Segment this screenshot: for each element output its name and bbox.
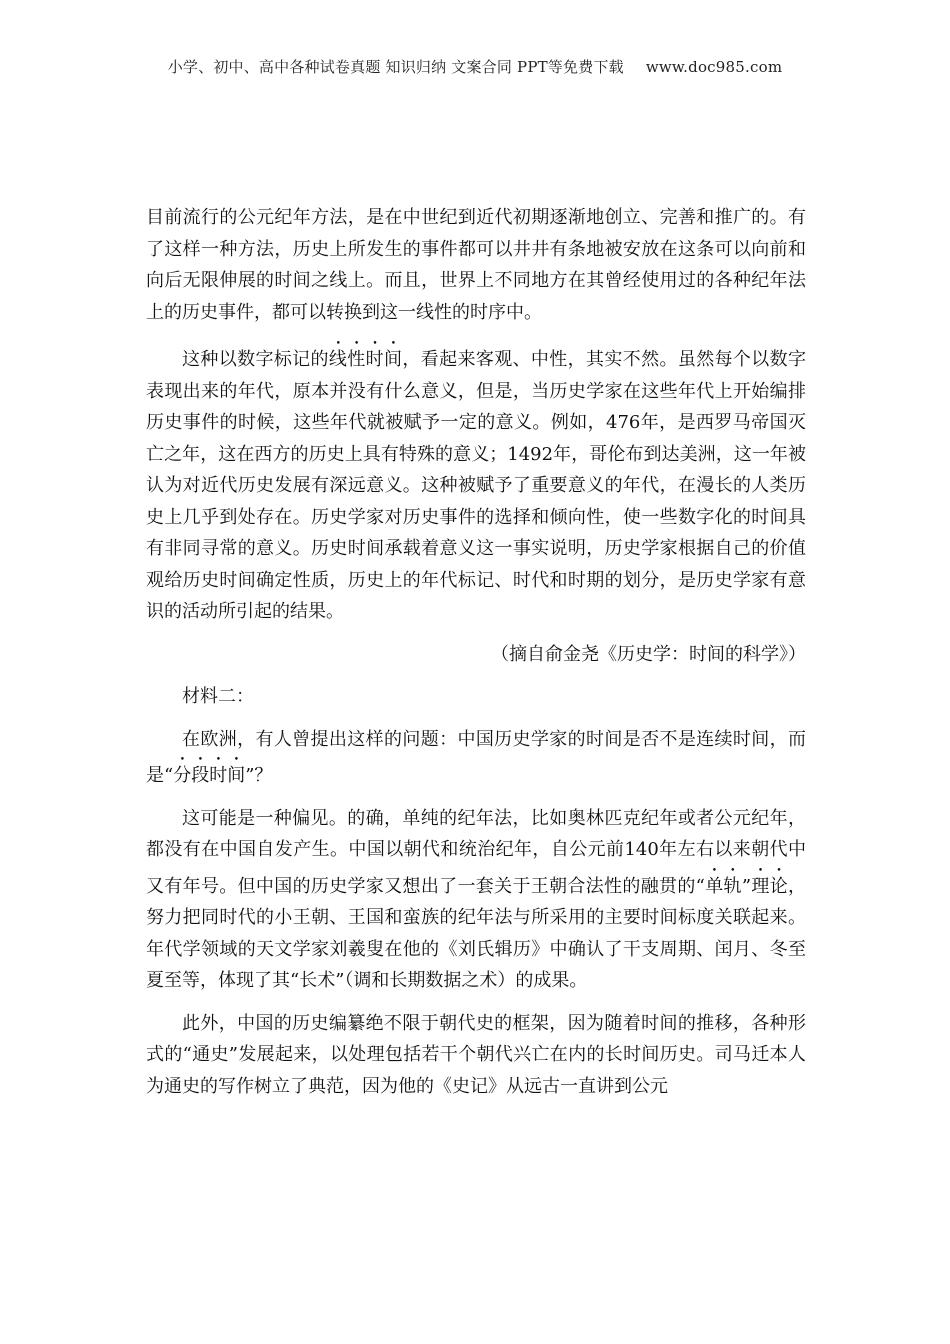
paragraph-text: ”？ (245, 765, 273, 786)
paragraph-segmented-time-question (146, 724, 806, 792)
paragraph-text: ，努力把同时代的小王朝、王国和蛮族的纪年法与所采用的主要时间标度关联起来。年代学领域的天文学家刘羲叟在他的《刘氏辑历》中确认了干支周期、闰月、冬至夏至等，体现了其“长术”（调和长期数据之术）的成果。 (146, 875, 807, 991)
page-header (0, 56, 950, 77)
source-citation: （摘自俞金尧《历史学：时间的科学》） (491, 643, 806, 665)
header-website: www.doc985.com (645, 58, 783, 76)
paragraph-text: 这种以数字标记的 (182, 349, 329, 370)
paragraph-text: ，看起来客观、中性，其实不然。虽然每个以数字表现出来的年代，原本并没有什么意义，但是，当历史学家在这些年代上开始编排历史事件的时候，这些年代就被赋予一定的意义。例如，476年，是西罗马帝国灭亡之年，这在西方的历史上具有特殊的意义；1492年，哥伦布到达美洲，这一年被认为对近代历史发展有深远意义。这种被赋予了重要意义的年代，在漫长的人类历史上几乎到处存在。历史学家对历史事件的选择和倾向性，使一些数字化的时间具有非同寻常的意义。历史时间承载着意义这一事实说明，历史学家根据自己的价值观给历史时间确定性质，历史上的年代标记、时代和时期的划分，是历史学家有意识的活动所引起的结果。 (146, 349, 807, 622)
emphasized-term-single-track: 单轨 (704, 875, 742, 897)
paragraph-text: 这可能是一种偏见。的确，单纯的纪年法，比如奥林匹克纪年或者公元纪年，都没有在中国自发产生。中国以朝代和统治纪年，自公元前140年左右以来朝代中又有年号。但中国的历史学家又想出了一套关于王朝合法性的融贯的“ (146, 807, 806, 897)
material-two-heading: 材料二： (182, 686, 254, 707)
emphasized-term-segmented-time: 分段时间 (173, 765, 246, 786)
paragraph-general-history: 此外，中国的历史编纂绝不限于朝代史的框架，因为随着时间的推移，各种形式的“通史”发展起来，以处理包括若干个朝代兴亡在内的长时间历史。司马迁本人为通史的写作树立了典范，因为他的《史记》从远古一直讲到公元 (146, 1012, 806, 1097)
emphasized-term-linear-time: 线性时间 (328, 349, 403, 370)
paragraph-text: 在欧洲，有人曾提出这样的问题：中国历史学家的时间是否不是连续时间，而是“ (146, 728, 806, 786)
paragraph-linear-time (146, 339, 806, 628)
paragraph-chinese-calendar (146, 803, 806, 997)
header-description: 小学、初中、高中各种试卷真题 知识归纳 文案合同 PPT等免费下载 (167, 58, 624, 76)
emphasized-term-theory: 理论 (751, 875, 789, 897)
paragraph-calendar-method: 目前流行的公元纪年方法，是在中世纪到近代初期逐渐地创立、完善和推广的。有了这样一种方法，历史上所发生的事件都可以井井有条地被安放在这条可以向前和向后无限伸展的时间之线上。而且，世界上不同地方在其曾经使用过的各种纪年法上的历史事件，都可以转换到这一线性的时序中。 (146, 207, 806, 323)
article-body (146, 202, 806, 1102)
paragraph-text: ” (741, 875, 752, 897)
